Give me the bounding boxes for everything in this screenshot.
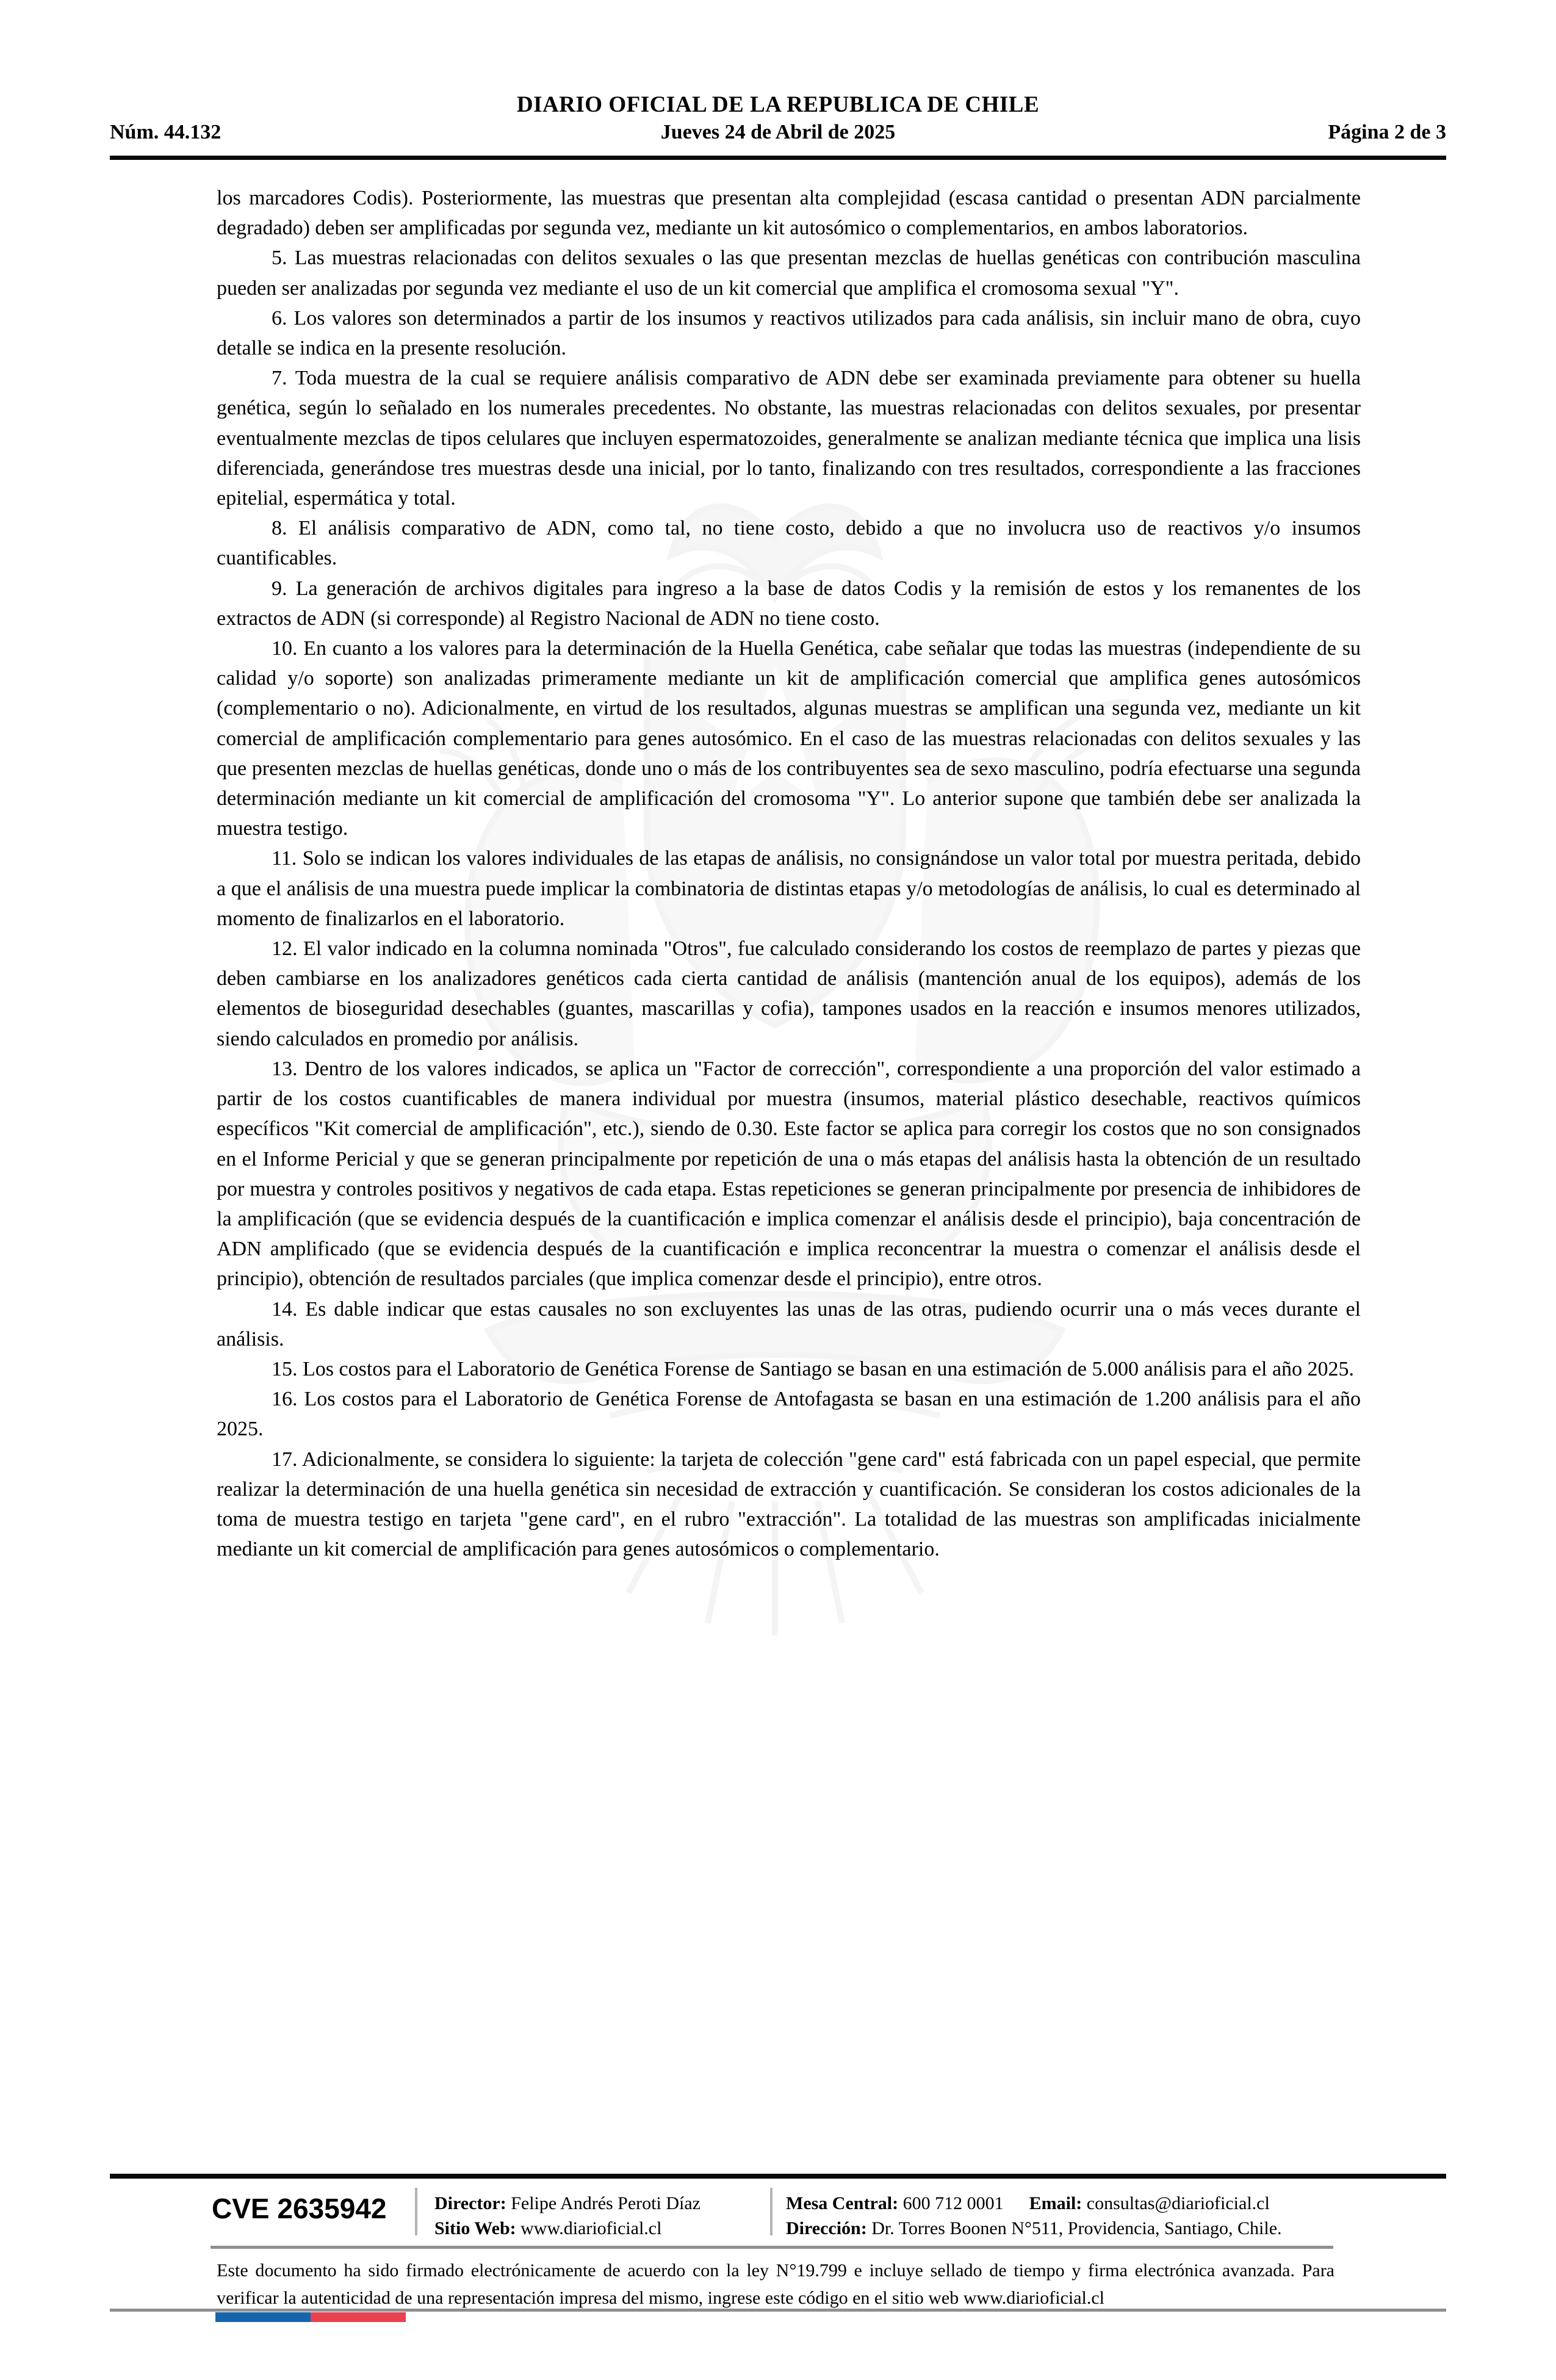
header-divider [110,156,1446,160]
chile-flag-bar [215,2312,406,2322]
issue-number: Núm. 44.132 [110,121,222,143]
phone-label: Mesa Central: [786,2193,899,2213]
body-paragraph: 6. Los valores son determinados a partir de los insumos y reactivos utilizados para cada análisis, sin incluir mano de obra, cuyo detalle se indica en la presente resolución. [217,306,1361,360]
footer-divider-2 [770,2188,773,2235]
phone-email-line [786,2191,1282,2216]
body-paragraph: 17. Adicionalmente, se considera lo siguiente: la tarjeta de colección "gene card" está fabricada con un papel especial, que permite realizar la determinación de una huella genética sin necesidad de extracción y cuantificación. Se consideran los costos adicionales de la toma de muestra testigo en tarjeta "gene card", en el rubro "extracción". La totalidad de las muestras son amplificadas inicialmente mediante un kit comercial de amplificación para genes autosómicos o complementario. [217,1448,1361,1561]
director-line [434,2191,701,2216]
flag-bar-red [311,2312,406,2322]
website-url: www.diarioficial.cl [520,2218,662,2238]
body-paragraph: 5. Las muestras relacionadas con delitos sexuales o las que presentan mezclas de huellas genéticas con contribución masculina pueden ser analizadas por segunda vez mediante el uso de un kit comercial que amplifica el cromosoma sexual "Y". [217,247,1361,300]
body-paragraph: 13. Dentro de los valores indicados, se aplica un "Factor de corrección", correspondiente a una proporción del valor estimado a partir de los costos cuantificables de manera individual por muestra (insumos, material plástico desechable, reactivos químicos específicos "Kit comercial de amplificación", etc.), siendo de 0.30. Este factor se aplica para corregir los costos que no son consignados en el Informe Pericial y que se generan principalmente por repetición de una o más etapas del análisis hasta la obtención de un resultado por muestra y controles positivos y negativos de cada etapa. Estas repeticiones se generan principalmente por presencia de inhibidores de la amplificación (que se evidencia después de la cuantificación e implica comenzar el análisis desde el principio), baja concentración de ADN amplificado (que se evidencia después de la cuantificación e implica reconcentrar la muestra o comenzar el análisis desde el principio), obtención de resultados parciales (que implica comenzar desde el principio), entre otros. [217,1057,1361,1291]
flag-bar-blue [215,2312,311,2322]
page-indicator: Página 2 de 3 [1328,121,1446,143]
body-paragraph: 9. La generación de archivos digitales para ingreso a la base de datos Codis y la remisión de estos y los remanentes de los extractos de ADN (si corresponde) al Registro Nacional de ADN no tiene costo. [217,577,1361,630]
address-label: Dirección: [786,2218,867,2238]
body-paragraph: 16. Los costos para el Laboratorio de Genética Forense de Antofagasta se basan en una estimación de 1.200 análisis para el año 2025. [217,1388,1361,1441]
body-paragraph: 12. El valor indicado en la columna nominada "Otros", fue calculado considerando los costos de reemplazo de partes y piezas que deben cambiarse en los analizadores genéticos cada cierta cantidad de análisis (mantención anual de los equipos), además de los elementos de bioseguridad desechables (guantes, mascarillas y cofia), tampones usados en la reacción e insumos menores utilizados, siendo calculados en promedio por análisis. [217,937,1361,1050]
legal-notice: Este documento ha sido firmado electrónicamente de acuerdo con la ley N°19.799 e incluye sellado de tiempo y firma electrónica avanzada. Para verificar la autenticidad de una representación impresa del mismo, ingrese este código en el sitio web www.diarioficial.cl [217,2260,1334,2308]
body-text [217,183,1361,1564]
header-date: Jueves 24 de Abril de 2025 [660,121,896,143]
footer-top-divider [110,2174,1446,2179]
body-paragraph: los marcadores Codis). Posteriormente, las muestras que presentan alta complejidad (escasa cantidad o presentan ADN parcialmente degradado) deben ser amplificadas por segunda vez, mediante un kit autosómico o complementarios, en ambos laboratorios. [217,187,1361,240]
body-paragraph: 15. Los costos para el Laboratorio de Genética Forense de Santiago se basan en una estimación de 5.000 análisis para el año 2025. [272,1357,1355,1380]
footer-contact-block [786,2191,1282,2241]
body-paragraph: 8. El análisis comparativo de ADN, como tal, no tiene costo, debido a que no involucra uso de reactivos y/o insumos cuantificables. [217,517,1361,570]
address-value: Dr. Torres Boonen N°511, Providencia, Santiago, Chile. [871,2218,1282,2238]
email-address: consultas@diarioficial.cl [1086,2193,1270,2213]
director-name: Felipe Andrés Peroti Díaz [511,2193,701,2213]
address-line [786,2216,1282,2241]
director-label: Director: [434,2193,506,2213]
page-title: DIARIO OFICIAL DE LA REPUBLICA DE CHILE [516,92,1040,117]
body-paragraph: 10. En cuanto a los valores para la determinación de la Huella Genética, cabe señalar que todas las muestras (independiente de su calidad y/o soporte) son analizadas primeramente mediante un kit de amplificación comercial que amplifica genes autosómicos (complementario o no). Adicionalmente, en virtud de los resultados, algunas muestras se amplifican una segunda vez, mediante un kit comercial de amplificación complementario para genes autosómico. En el caso de las muestras relacionadas con delitos sexuales y las que presenten mezclas de huellas genéticas, donde uno o más de los contribuyentes sea de sexo masculino, podría efectuarse una segunda determinación mediante un kit comercial de amplificación del cromosoma "Y". Lo anterior supone que también debe ser analizada la muestra testigo. [217,637,1361,840]
body-paragraph: 11. Solo se indican los valores individuales de las etapas de análisis, no consignándose un valor total por muestra peritada, debido a que el análisis de una muestra puede implicar la combinatoria de distintas etapas y/o metodologías de análisis, lo cual es determinado al momento de finalizarlos en el laboratorio. [217,847,1361,930]
website-label: Sitio Web: [434,2218,516,2238]
footer-bottom-divider [211,2246,1333,2249]
body-paragraph: 7. Toda muestra de la cual se requiere análisis comparativo de ADN debe ser examinada previamente para obtener su huella genética, según lo señalado en los numerales precedentes. No obstante, las muestras relacionadas con delitos sexuales, por presentar eventualmente mezclas de tipos celulares que incluyen espermatozoides, generalmente se analizan mediante técnica que implica una lisis diferenciada, generándose tres muestras desde una inicial, por lo tanto, finalizando con tres resultados, correspondiente a las fracciones epitelial, espermática y total. [217,367,1361,510]
footer-divider-1 [415,2188,417,2235]
cve-code: CVE 2635942 [212,2193,387,2224]
website-line [434,2216,701,2241]
footer-director-block [434,2191,701,2241]
page-bottom-divider [110,2309,1446,2312]
email-label: Email: [1029,2193,1082,2213]
phone-number: 600 712 0001 [902,2193,1004,2213]
body-paragraph: 14. Es dable indicar que estas causales no son excluyentes las unas de las otras, pudiendo ocurrir una o más veces durante el análisis. [217,1297,1361,1350]
